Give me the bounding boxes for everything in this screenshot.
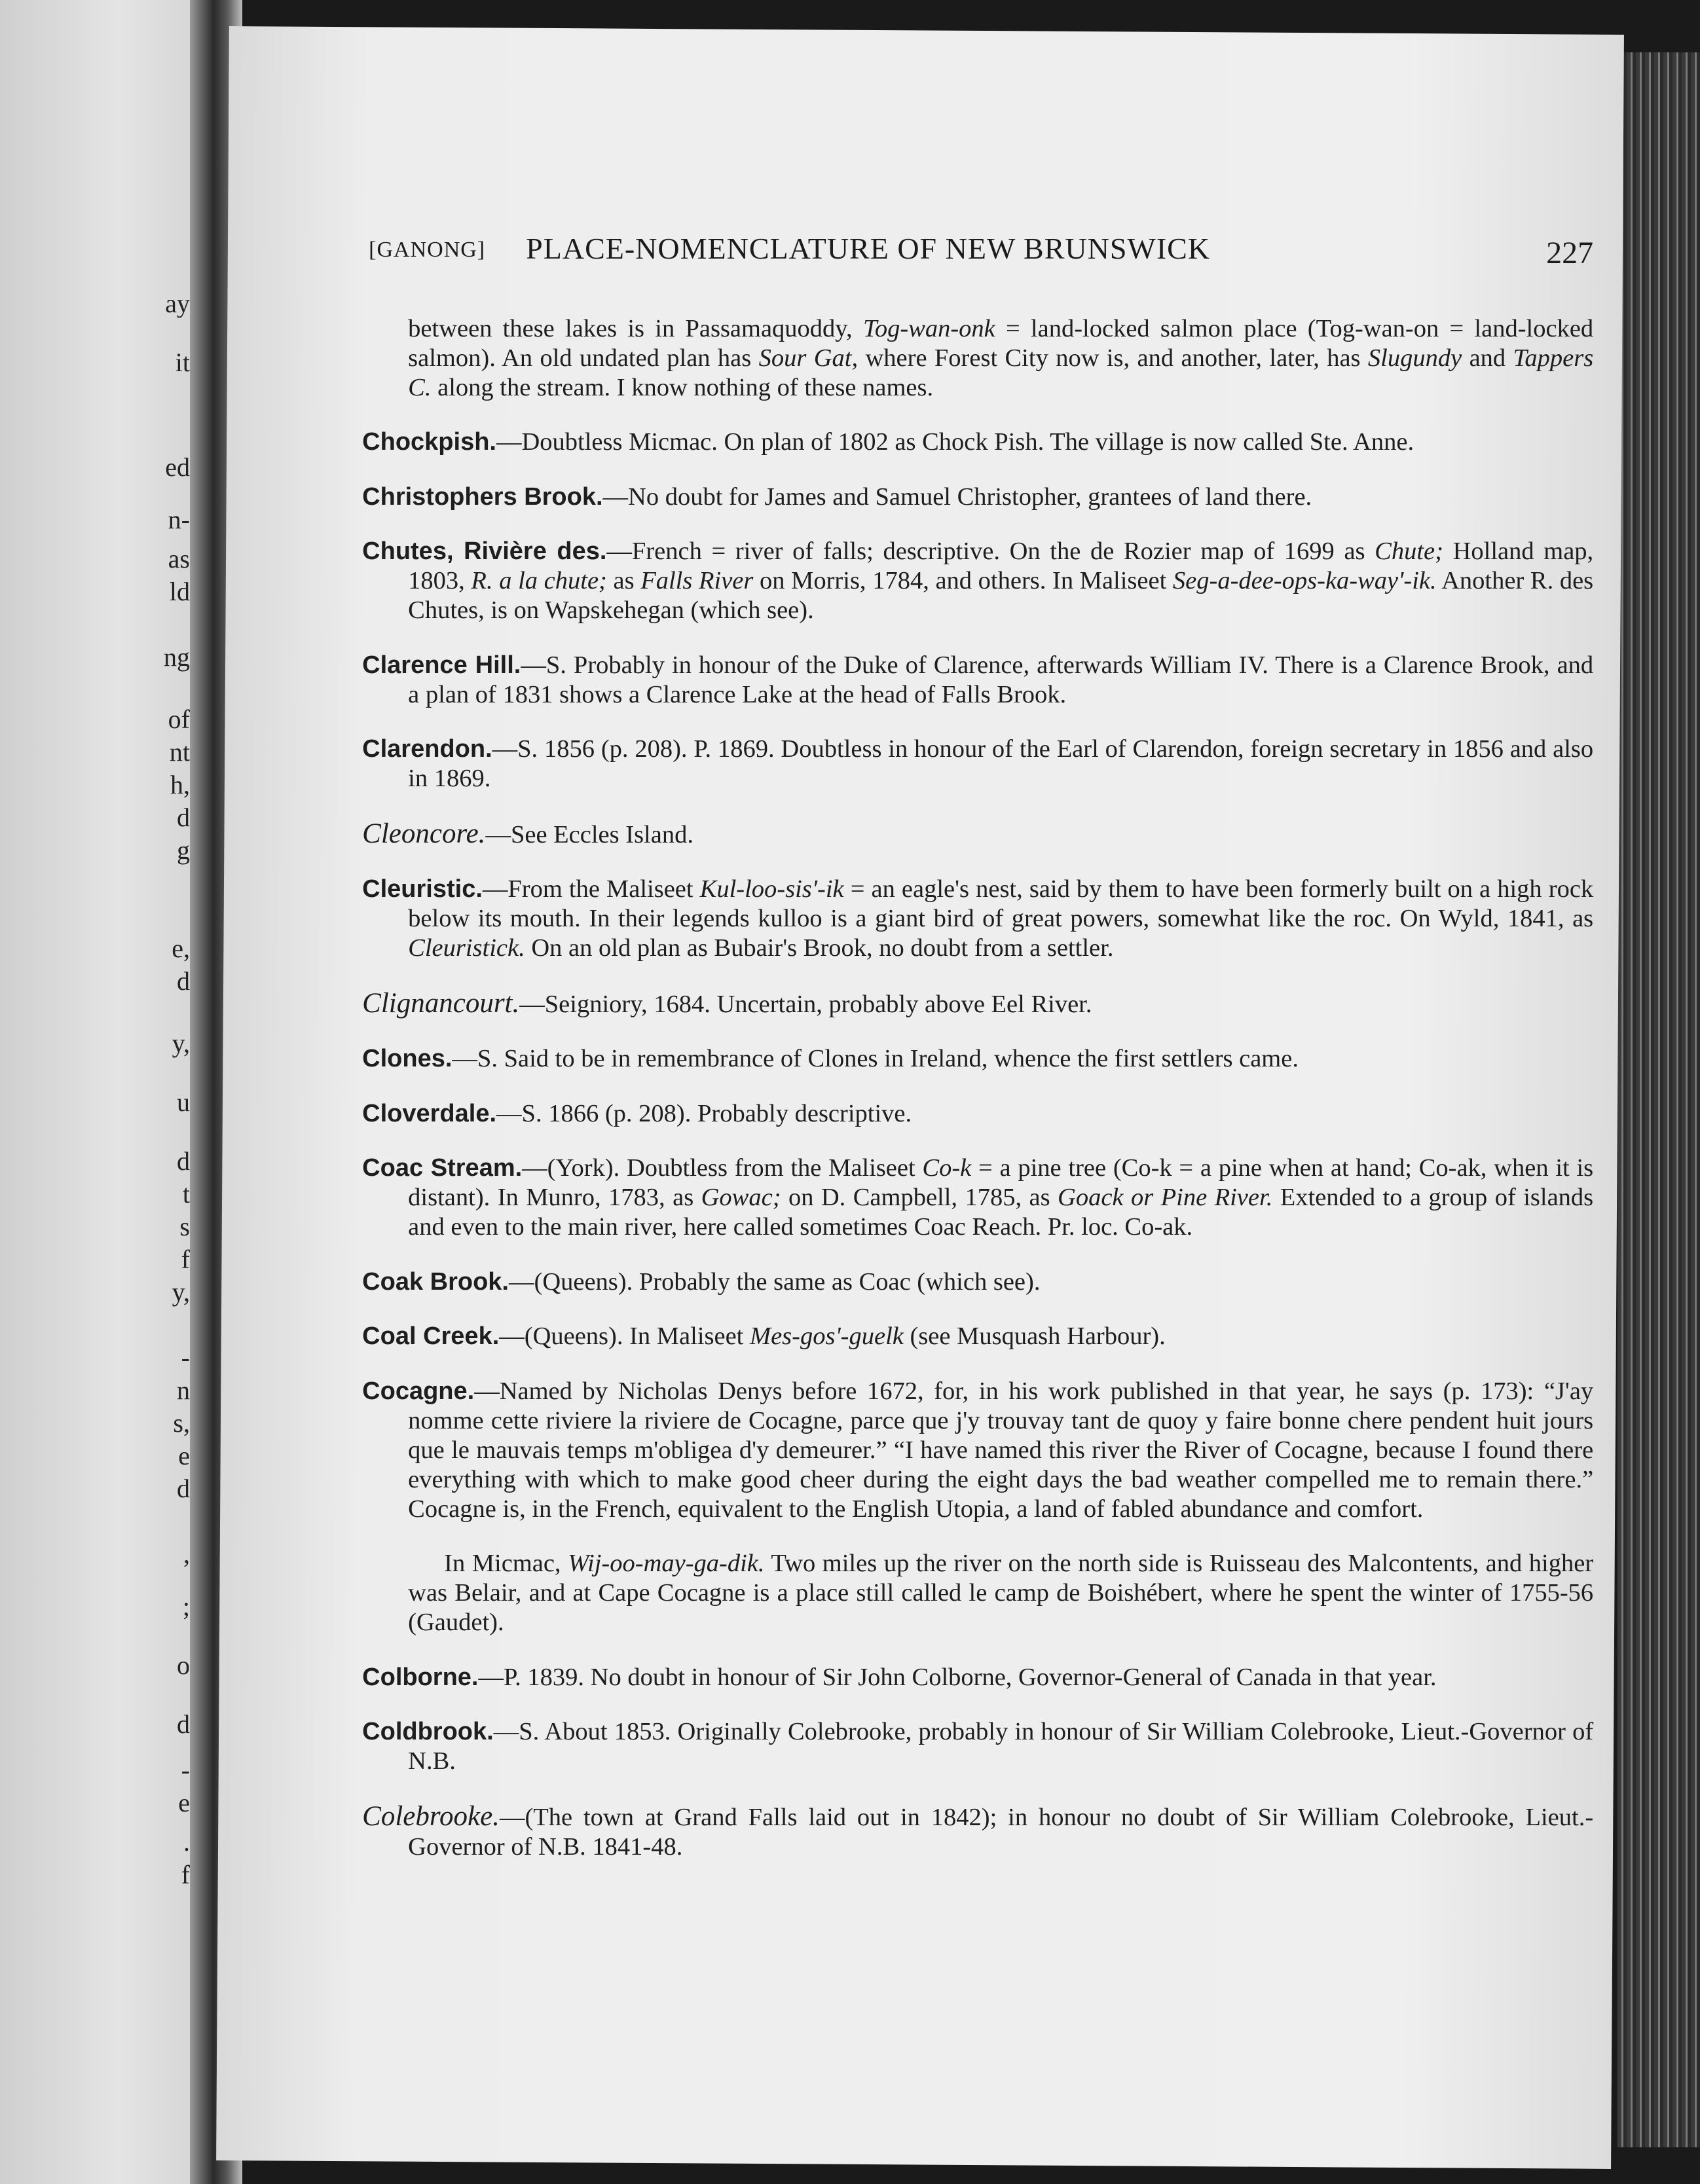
running-author: [GANONG]: [369, 238, 486, 263]
left-page-fragment: g: [177, 835, 190, 865]
book-page: [216, 26, 1624, 2169]
left-page-fragment: e: [178, 1441, 190, 1470]
left-page-fragment: ;: [182, 1592, 190, 1621]
left-page-fragment: s: [179, 1212, 190, 1241]
entry-chockpish: Chockpish.—Doubtless Micmac. On plan of 1802 as Chock Pish. The village is now called Ste. Anne.: [362, 428, 1414, 456]
entry-chutes: Chutes, Rivière des.—French = river of falls; descriptive. On the de Rozier map of 1699 as Chute; Holland map, 1803, R. a la chute; as Falls River on Morris, 1784, and others. In Maliseet Seg-a-dee-ops-ka-way'-ik. Another R. des Chutes, is on Wapskehegan (which see).: [362, 537, 1594, 625]
entry-cleoncore: Cleoncore.—See Eccles Island.: [362, 818, 693, 849]
left-page-fragment: nt: [169, 737, 190, 767]
left-page-fragment: ed: [165, 452, 190, 482]
entry-clignancourt: Clignancourt.—Seigniory, 1684. Uncertain, probably above Eel River.: [362, 987, 1092, 1019]
left-page-fragment: t: [182, 1179, 190, 1209]
left-page-fragment: of: [168, 704, 190, 734]
left-page-fragment: f: [181, 1860, 190, 1889]
left-page-fragment: d: [177, 966, 190, 996]
entry-clarendon: Clarendon.—S. 1856 (p. 208). P. 1869. Doubtless in honour of the Earl of Clarendon, foreign secretary in 1856 and also in 1869.: [362, 735, 1594, 793]
left-facing-page: [0, 0, 196, 2184]
left-page-fragment: u: [177, 1087, 190, 1117]
entry-clarence-hill: Clarence Hill.—S. Probably in honour of the Duke of Clarence, afterwards William IV. There is a Clarence Brook, and a plan of 1831 shows a Clarence Lake at the head of Falls Brook.: [362, 651, 1594, 708]
entry-cocagne: Cocagne.—Named by Nicholas Denys before 1672, for, in his work published in that year, he says (p. 173): “J'ay nomme cette riviere la riviere de Cocagne, parce que j'y trouvay tant de quoy y faire bonne chere pendent huit jours que le mauvais temps m'obligea d'y demeurer.” “I have named this river the River of Cocagne, because I found there everything with which to make good cheer during the eight days the bad weather compelled me to remain there.” Cocagne is, in the French, equivalent to the English Utopia, a land of fabled abundance and comfort.: [362, 1377, 1594, 1523]
left-page-fragment: as: [168, 544, 190, 573]
left-page-fragment: ,: [183, 1539, 190, 1569]
entry-coldbrook: Coldbrook.—S. About 1853. Originally Colebrooke, probably in honour of Sir William Colebrooke, Lieut.-Governor of N.B.: [362, 1718, 1594, 1775]
left-page-fragment: y,: [172, 1277, 190, 1307]
left-page-fragment: s,: [173, 1408, 190, 1438]
entry-coal-creek: Coal Creek.—(Queens). In Maliseet Mes-gos'-guelk (see Musquash Harbour).: [362, 1322, 1166, 1351]
left-page-fragment: it: [175, 348, 190, 377]
left-page-fragment: y,: [172, 1028, 190, 1058]
left-page-fragment: o: [177, 1650, 190, 1680]
left-page-fragment: ld: [169, 577, 190, 606]
page-edges: [1617, 52, 1700, 2147]
entry-coak-brook: Coak Brook.—(Queens). Probably the same as Coac (which see).: [362, 1267, 1041, 1296]
entry-colborne: Colborne.—P. 1839. No doubt in honour of Sir John Colborne, Governor-General of Canada in that year.: [362, 1663, 1437, 1691]
left-page-fragment: n: [177, 1375, 190, 1405]
text-block: [362, 223, 1593, 1887]
entry-cloverdale: Cloverdale.—S. 1866 (p. 208). Probably descriptive.: [362, 1099, 912, 1127]
entry-clones: Clones.—S. Said to be in remembrance of Clones in Ireland, whence the first settlers came.: [362, 1045, 1299, 1073]
entry-cocagne-continued: In Micmac, Wij-oo-may-ga-dik. Two miles up the river on the north side is Ruisseau des Malcontents, and higher was Belair, and at Cape Cocagne is a place still called le camp de Boishébert, where he spent the winter of 1755-56 (Gaudet).: [408, 1550, 1594, 1637]
left-page-fragment: .: [183, 1827, 190, 1857]
continued-paragraph: between these lakes is in Passamaquoddy, Tog-wan-onk = land-locked salmon place (Tog-wan-on = land-locked salmon). An old undated plan has Sour Gat, where Forest City now is, and another, later, has Slugundy and Tappers C. along the stream. I know nothing of these names.: [408, 314, 1594, 401]
entry-colebrooke: Colebrooke.—(The town at Grand Falls laid out in 1842); in honour no doubt of Sir William Colebrooke, Lieut.-Governor of N.B. 1841-48.: [362, 1800, 1594, 1861]
left-page-fragment: e: [178, 1788, 190, 1817]
left-page-fragment: d: [177, 803, 190, 832]
running-header: [362, 223, 1593, 289]
left-page-fragment: h,: [170, 770, 190, 799]
entry-christophers-brook: Christophers Brook.—No doubt for James and Samuel Christopher, grantees of land there.: [362, 482, 1312, 511]
left-page-fragment: ay: [165, 289, 190, 318]
left-page-fragment: f: [181, 1245, 190, 1274]
left-page-fragment: n-: [168, 505, 190, 534]
left-page-fragment: -: [181, 1755, 190, 1785]
running-title: PLACE-NOMENCLATURE OF NEW BRUNSWICK: [526, 232, 1211, 266]
left-page-fragment: -: [181, 1343, 190, 1372]
left-page-fragment: ng: [164, 642, 190, 672]
left-page-fragment: d: [177, 1474, 190, 1503]
left-page-fragment: d: [177, 1709, 190, 1739]
entry-cleuristic: Cleuristic.—From the Maliseet Kul-loo-sis'-ik = an eagle's nest, said by them to have been formerly built on a high rock below its mouth. In their legends kulloo is a giant bird of great powers, somewhat like the roc. On Wyld, 1841, as Cleuristick. On an old plan as Bubair's Brook, no doubt from a settler.: [362, 875, 1594, 962]
entry-coac-stream: Coac Stream.—(York). Doubtless from the Maliseet Co-k = a pine tree (Co-k = a pine when at hand; Co-ak, when it is distant). In Munro, 1783, as Gowac; on D. Campbell, 1785, as Goack or Pine River. Extended to a group of islands and even to the main river, here called sometimes Coac Reach. Pr. loc. Co-ak.: [362, 1154, 1594, 1241]
page-number: 227: [1546, 236, 1594, 271]
left-page-fragment: e,: [172, 934, 190, 963]
left-page-fragment: d: [177, 1146, 190, 1176]
